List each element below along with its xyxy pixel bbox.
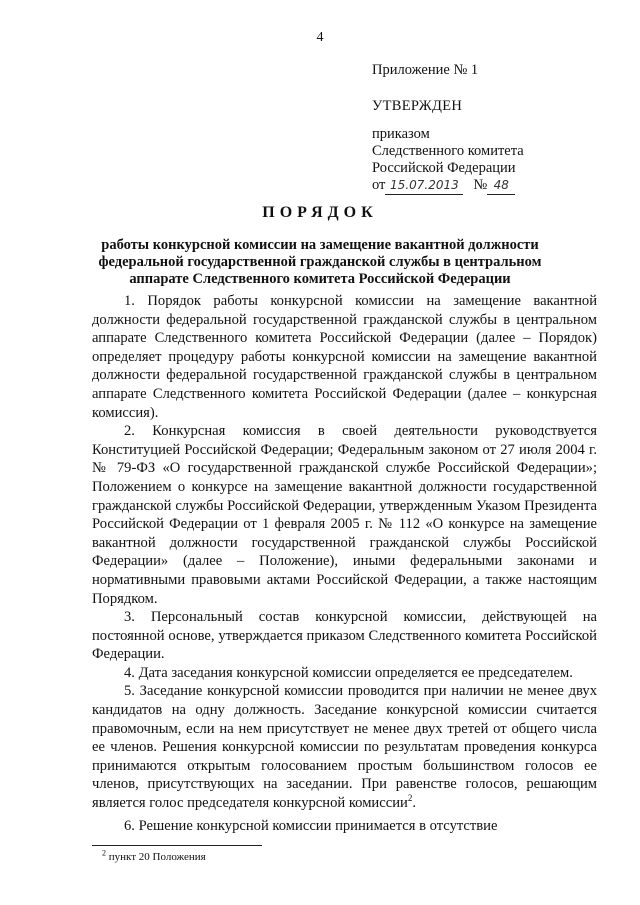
footnote (102, 848, 206, 863)
order-date-handwritten: 15.07.2013 (385, 177, 463, 195)
order-line-3: Российской Федерации (372, 160, 516, 176)
footnote-mark: 2 (102, 848, 106, 858)
footnote-text: пункт 20 Положения (108, 851, 206, 863)
paragraph-5: 5. Заседание конкурсной комиссии проводится при наличии не менее двух кандидатов на одну должность. Заседание конкурсной комиссии считается правомочным, если на нем присутствует не менее двух третей от общего числа ее членов. Решения конкурсной комиссии по результатам проведения конкурса принимаются открытым голосованием простым большинством голосов ее членов, присутствующих на заседании. При равенстве голосов, решающим является голос председателя конкурсной комиссии$^2$. (92, 683, 597, 812)
footnote-ref: 2 (407, 793, 413, 804)
order-line-1: приказом (372, 126, 430, 142)
paragraph-5-text: 5. Заседание конкурсной комиссии проводится при наличии не менее двух кандидатов на одну должность. Заседание конкурсной комиссии считается правомочным, если на нем присутствует не менее двух третей от общего числа ее членов. Решения конкурсной комиссии по результатам проведения конкурса принимаются открытым голосованием простым большинством голосов ее членов, присутствующих на заседании. При равенстве голосов, решающим является голос председателя конкурсной комиссии (92, 683, 597, 812)
document-body (92, 292, 597, 835)
paragraph-4: 4. Дата заседания конкурсной комиссии определяется ее председателем. (124, 664, 573, 681)
document-title: ПОРЯДОК (262, 204, 378, 221)
paragraph-3: 3. Персональный состав конкурсной комиссии, действующей на постоянной основе, утверждается приказом Следственного комитета Российской Федерации. (92, 609, 597, 663)
appendix-label: Приложение № 1 (372, 62, 479, 78)
paragraph-2: 2. Конкурсная комиссия в своей деятельности руководствуется Конституцией Российской Федерации; Федеральным законом от 27 июля 2004 г. № 79-ФЗ «О государственной гражданской службе Российской Федерации»; Положением о конкурсе на замещение вакантной должности государственной гражданской службы Российской Федерации, утвержденным Указом Президента Российской Федерации от 1 февраля 2005 г. № 112 «О конкурсе на замещение вакантной должности государственной гражданской службы Российской Федерации» (далее – Положение), иными федеральными законами и нормативными правовыми актами Российской Федерации, а также настоящим Порядком. (92, 423, 597, 607)
footnote-divider (92, 845, 262, 846)
date-prefix: от (372, 177, 386, 193)
order-date-line (372, 177, 622, 195)
document-subtitle: работы конкурсной комиссии на замещение вакантной должности федеральной государственной гражданской службы в центральном аппарате Следственного комитета Российской Федерации (98, 237, 542, 287)
number-prefix: № (473, 177, 488, 193)
order-line-2: Следственного комитета (372, 143, 524, 159)
page-number: 4 (316, 30, 324, 45)
paragraph-1: 1. Порядок работы конкурсной комиссии на замещение вакантной должности федеральной государственной гражданской службы в центральном аппарате Следственного комитета Российской Федерации (далее – Порядок) определяет процедуру работы конкурсной комиссии на замещение вакантной должности федеральной государственной гражданской службы в центральном аппарате Следственного комитета Российской Федерации (далее – конкурсная комиссия). (92, 293, 597, 421)
order-number-handwritten: 48 (487, 177, 515, 195)
paragraph-6: 6. Решение конкурсной комиссии принимается в отсутствие (124, 817, 498, 834)
approved-label: УТВЕРЖДЕН (372, 98, 463, 114)
approval-block (372, 62, 622, 195)
